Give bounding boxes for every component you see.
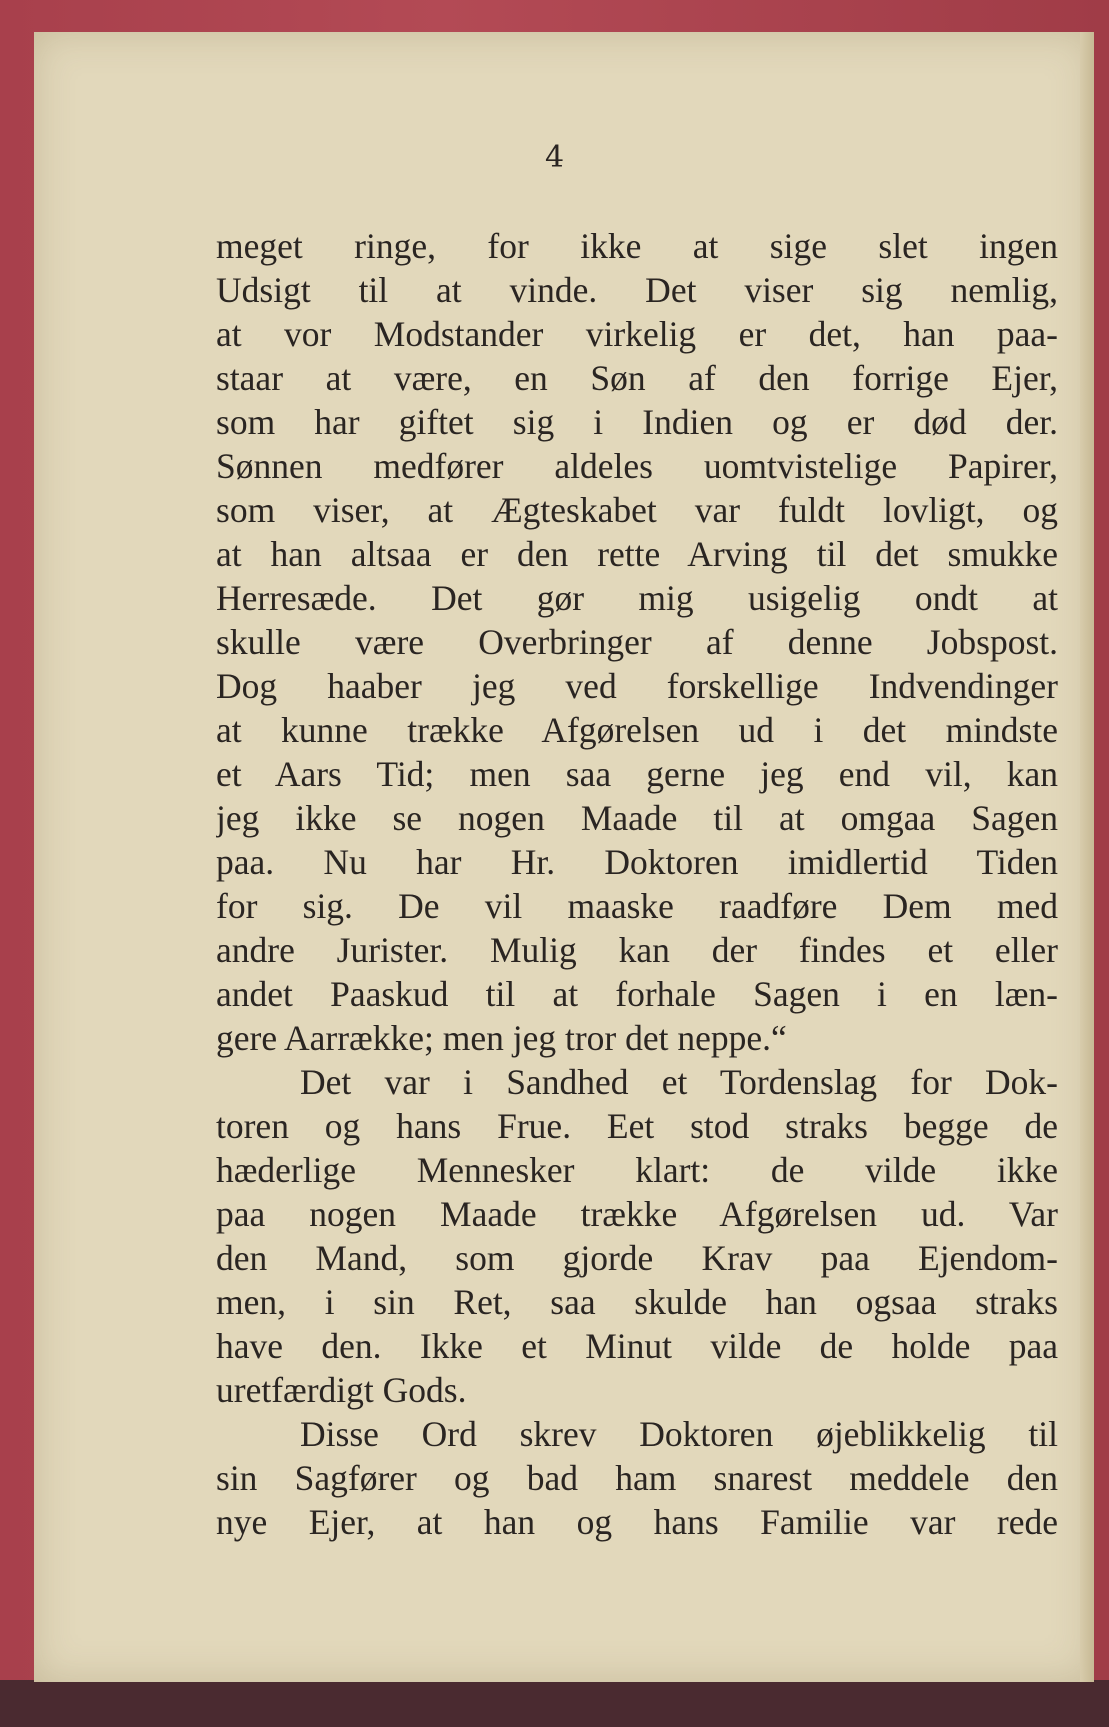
text-line: jeg ikke se nogen Maade til at omgaa Sagen [216, 798, 1058, 838]
body-text [216, 224, 1058, 1544]
text-line: men, i sin Ret, saa skulde han ogsaa straks [216, 1282, 1058, 1322]
text-line: toren og hans Frue. Eet stod straks begge de [216, 1106, 1058, 1146]
text-line: den Mand, som gjorde Krav paa Ejendom- [216, 1238, 1058, 1278]
page-edge [1080, 32, 1094, 1682]
text-line: at kunne trække Afgørelsen ud i det mindste [216, 710, 1058, 750]
text-line: at han altsaa er den rette Arving til det smukke [216, 534, 1058, 574]
cover-bottom-edge [0, 1680, 1109, 1727]
text-line: paa. Nu har Hr. Doktoren imidlertid Tiden [216, 842, 1058, 882]
text-line: at vor Modstander virkelig er det, han paa- [216, 314, 1058, 354]
text-line: for sig. De vil maaske raadføre Dem med [216, 886, 1058, 926]
text-line: Sønnen medfører aldeles uomtvistelige Papirer, [216, 446, 1058, 486]
text-line: Dog haaber jeg ved forskellige Indvendinger [216, 666, 1058, 706]
text-line: som viser, at Ægteskabet var fuldt lovligt, og [216, 490, 1058, 530]
text-line: Udsigt til at vinde. Det viser sig nemlig, [216, 270, 1058, 310]
text-line: hæderlige Mennesker klart: de vilde ikke [216, 1150, 1058, 1190]
text-line: meget ringe, for ikke at sige slet ingen [216, 226, 1058, 266]
text-line: uretfærdigt Gods. [216, 1370, 467, 1410]
text-line: sin Sagfører og bad ham snarest meddele den [216, 1458, 1058, 1498]
text-line: staar at være, en Søn af den forrige Ejer, [216, 358, 1058, 398]
page-number: 4 [544, 140, 565, 175]
text-line: Herresæde. Det gør mig usigelig ondt at [216, 578, 1058, 618]
text-line: paa nogen Maade trække Afgørelsen ud. Var [216, 1194, 1058, 1234]
text-line: skulle være Overbringer af denne Jobspost. [216, 622, 1058, 662]
text-line: gere Aarrække; men jeg tror det neppe.“ [216, 1018, 787, 1058]
text-line: have den. Ikke et Minut vilde de holde paa [216, 1326, 1058, 1366]
text-line: et Aars Tid; men saa gerne jeg end vil, kan [216, 754, 1058, 794]
text-line: andre Jurister. Mulig kan der findes et eller [216, 930, 1058, 970]
text-line: Det var i Sandhed et Tordenslag for Dok- [300, 1062, 1058, 1102]
text-line: andet Paaskud til at forhale Sagen i en læn- [216, 974, 1058, 1014]
text-line: som har giftet sig i Indien og er død der. [216, 402, 1058, 442]
text-line: Disse Ord skrev Doktoren øjeblikkelig til [300, 1414, 1058, 1454]
text-line: nye Ejer, at han og hans Familie var rede [216, 1502, 1058, 1542]
